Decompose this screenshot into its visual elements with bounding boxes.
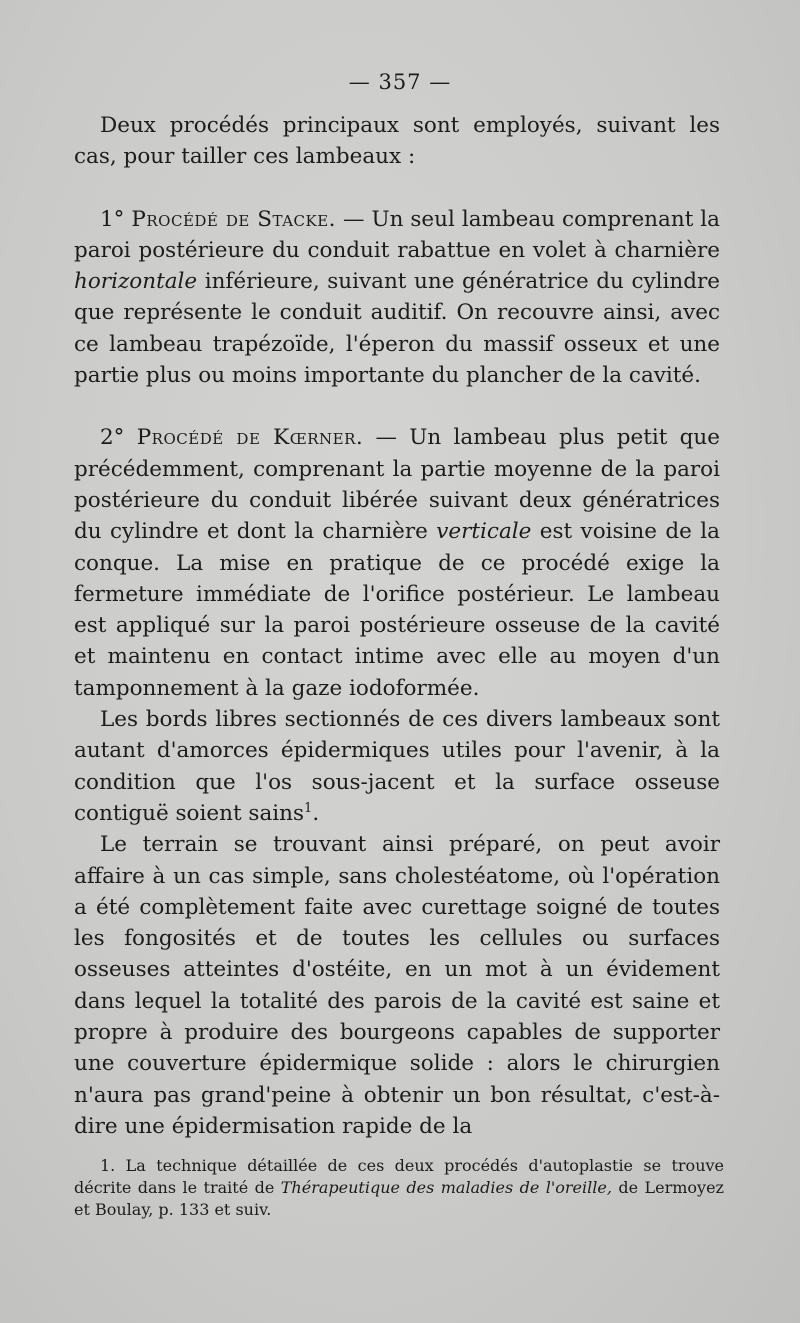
paragraph-text: . — [312, 800, 320, 826]
footnote — [74, 1155, 724, 1221]
section-number: 1° — [100, 206, 125, 232]
footnote-reference[interactable]: 1 — [304, 800, 313, 816]
footnote-number: 1. — [100, 1156, 116, 1175]
page-number: — 357 — — [348, 70, 452, 94]
body-text — [74, 110, 720, 1142]
paragraph-terrain: Le terrain se trouvant ainsi préparé, on peut avoir affaire à un cas simple, sans cholestéatome, où l'opération a été complètement faite avec curettage soigné de toutes les fongosités et de toutes les cellules ou surfaces osseuses atteintes d'ostéite, en un mot à un évidement dans lequel la totalité des parois de la cavité est saine et propre à produire des bourgeons capables de supporter une couverture épidermique solide : alors le chirurgien n'aura pas grand'peine à obtenir un bon résultat, c'est-à-dire une épidermisation rapide de la — [74, 832, 720, 1139]
paragraph-bords — [74, 704, 720, 829]
section-heading: Procédé de Stacke. — [131, 206, 337, 232]
paragraph-text: — Un seul lambeau comprenant la paroi postérieure du conduit rabattue en volet à charnière — [74, 206, 720, 263]
paragraph-text: — Un lambeau plus petit que précédemment, comprenant la partie moyenne de la paroi postérieure du conduit libérée suivant deux génératrices du cylindre et dont la charnière — [74, 425, 720, 545]
paragraph-text: est voisine de la conque. La mise en pratique de ce procédé exige la fermeture immédiate de l'orifice postérieur. Le lambeau est appliqué sur la paroi postérieure osseuse de la cavité et maintenu en contact intime avec elle au moyen d'un tamponnement à la gaze iodoformée. — [74, 519, 720, 701]
paragraph-text: Les bords libres sectionnés de ces divers lambeaux sont autant d'amorces épidermiques utiles pour l'avenir, à la condition que l'os sous-jacent et la surface osseuse contiguë soient sains — [74, 707, 720, 826]
footnote-text: La technique détaillée de ces deux procédés d'autoplastie se trouve décrite dans le traité de — [74, 1156, 724, 1197]
paragraph-stacke — [74, 204, 720, 392]
paragraph-text: inférieure, suivant une génératrice du cylindre que représente le conduit auditif. On recouvre ainsi, avec ce lambeau trapézoïde, l'éperon du massif osseux et une partie plus ou moins importante du plancher de la cavité. — [74, 269, 720, 389]
italic-term: verticale — [436, 519, 532, 545]
paragraph-intro: Deux procédés principaux sont employés, suivant les cas, pour tailler ces lambeaux : — [74, 113, 720, 170]
footnote-book-title: Thérapeutique des maladies de l'oreille, — [280, 1178, 612, 1197]
paragraph-koerner — [74, 422, 720, 704]
footnote-text: de Lermoyez et Boulay, p. 133 et suiv. — [74, 1178, 724, 1219]
italic-term: horizontale — [74, 269, 198, 295]
section-heading: Procédé de Kœrner. — [136, 425, 364, 451]
section-number: 2° — [100, 425, 125, 451]
